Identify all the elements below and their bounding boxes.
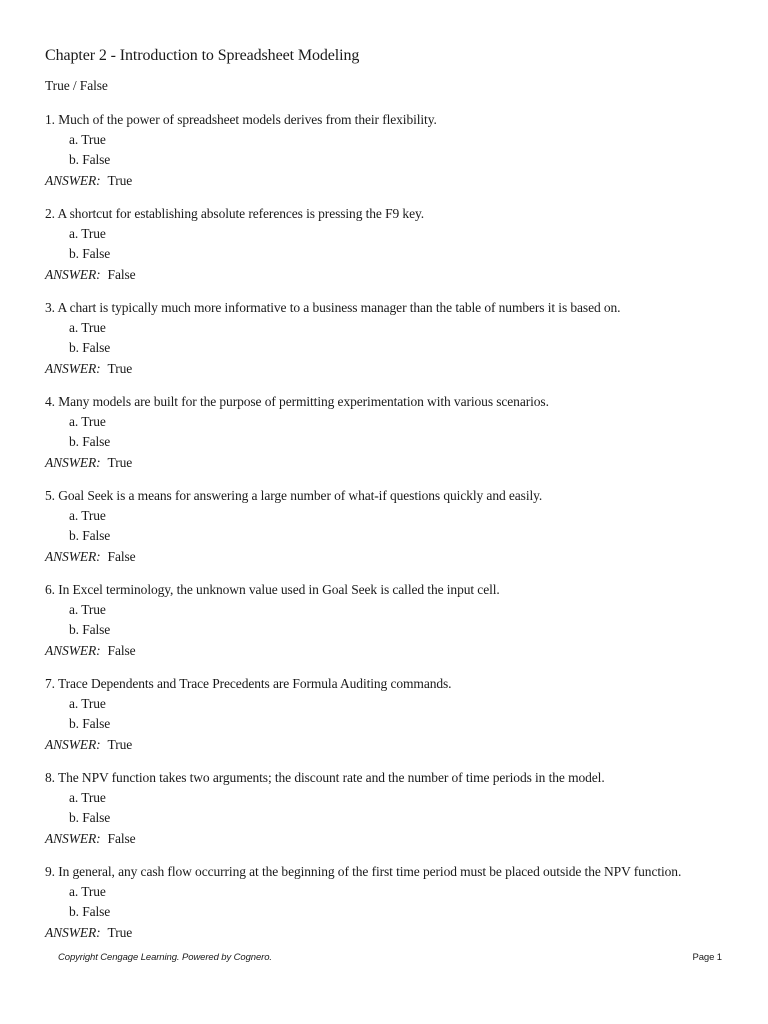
question-text: 5. Goal Seek is a means for answering a large number of what-if questions quickly and easily. [45, 488, 543, 503]
option-b: b. False [69, 246, 111, 261]
option-a: a. True [69, 884, 106, 899]
question-item [45, 204, 745, 285]
answer-line [45, 641, 745, 661]
question-item [45, 110, 745, 191]
option-b: b. False [69, 716, 111, 731]
answer-value: False [107, 267, 136, 282]
question-item [45, 392, 745, 473]
answer-line [45, 359, 745, 379]
option-a: a. True [69, 132, 106, 147]
question-text: 8. The NPV function takes two arguments; the discount rate and the number of time periods in the model. [45, 770, 605, 785]
answer-line [45, 171, 745, 191]
answer-label: ANSWER: [45, 455, 101, 470]
answer-line [45, 453, 745, 473]
answer-value: True [107, 361, 133, 376]
option-a: a. True [69, 696, 106, 711]
question-item [45, 486, 745, 567]
question-text: 4. Many models are built for the purpose of permitting experimentation with various scenarios. [45, 394, 549, 409]
page-title: Chapter 2 - Introduction to Spreadsheet Modeling [45, 47, 360, 64]
answer-label: ANSWER: [45, 173, 101, 188]
option-b: b. False [69, 810, 111, 825]
option-a: a. True [69, 508, 106, 523]
answer-value: False [107, 831, 136, 846]
answer-value: False [107, 643, 136, 658]
question-text: 2. A shortcut for establishing absolute references is pressing the F9 key. [45, 206, 425, 221]
question-item [45, 768, 745, 849]
option-b: b. False [69, 622, 111, 637]
answer-value: True [107, 737, 133, 752]
answer-label: ANSWER: [45, 361, 101, 376]
section-heading: True / False [45, 78, 108, 93]
answer-line [45, 735, 745, 755]
page-number: Page 1 [692, 952, 722, 963]
question-item [45, 580, 745, 661]
question-item [45, 298, 745, 379]
option-a: a. True [69, 602, 106, 617]
question-text: 9. In general, any cash flow occurring at the beginning of the first time period must be placed outside the NPV function. [45, 864, 682, 879]
option-a: a. True [69, 226, 106, 241]
option-a: a. True [69, 790, 106, 805]
answer-label: ANSWER: [45, 549, 101, 564]
option-b: b. False [69, 340, 111, 355]
option-b: b. False [69, 152, 111, 167]
answer-label: ANSWER: [45, 643, 101, 658]
option-a: a. True [69, 414, 106, 429]
question-text: 6. In Excel terminology, the unknown value used in Goal Seek is called the input cell. [45, 582, 500, 597]
question-text: 3. A chart is typically much more informative to a business manager than the table of numbers it is based on. [45, 300, 621, 315]
answer-value: True [107, 925, 133, 940]
option-b: b. False [69, 528, 111, 543]
question-text: 7. Trace Dependents and Trace Precedents are Formula Auditing commands. [45, 676, 452, 691]
question-text: 1. Much of the power of spreadsheet models derives from their flexibility. [45, 112, 437, 127]
answer-value: True [107, 455, 133, 470]
option-a: a. True [69, 320, 106, 335]
question-item [45, 862, 745, 943]
answer-value: False [107, 549, 136, 564]
option-b: b. False [69, 904, 111, 919]
answer-line [45, 265, 745, 285]
answer-line [45, 829, 745, 849]
question-item [45, 674, 745, 755]
answer-value: True [107, 173, 133, 188]
copyright-text: Copyright Cengage Learning. Powered by Cognero. [58, 952, 272, 963]
answer-line [45, 547, 745, 567]
option-b: b. False [69, 434, 111, 449]
answer-label: ANSWER: [45, 737, 101, 752]
answer-label: ANSWER: [45, 267, 101, 282]
answer-line [45, 923, 745, 943]
answer-label: ANSWER: [45, 831, 101, 846]
answer-label: ANSWER: [45, 925, 101, 940]
